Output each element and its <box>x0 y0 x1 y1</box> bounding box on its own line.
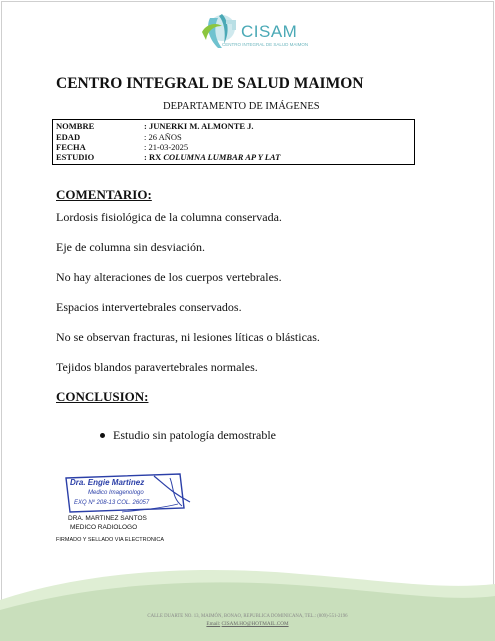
footer-wave <box>0 560 495 641</box>
comment-line: No hay alteraciones de los cuerpos vertebrales. <box>56 270 282 284</box>
name-label: NOMBRE <box>56 121 95 131</box>
logo-subtitle: CENTRO INTEGRAL DE SALUD MAIMON <box>222 42 309 47</box>
name-row <box>56 121 411 132</box>
department-title: DEPARTAMENTO DE IMÁGENES <box>163 101 320 112</box>
footer-email-label: Email: <box>206 621 221 627</box>
conclusion-item-text: Estudio sin patología demostrable <box>113 428 276 442</box>
stamp-id: EXQ Nº 208-13 COL. 26057 <box>74 500 150 506</box>
footer-email-line <box>0 621 495 627</box>
comment-line: Eje de columna sin desviación. <box>56 240 205 254</box>
patient-info-box <box>52 119 415 165</box>
comment-line: No se observan fracturas, ni lesiones líticas o blásticas. <box>56 330 320 344</box>
date-label: FECHA <box>56 142 86 152</box>
name-value: : JUNERKI M. ALMONTE J. <box>144 121 254 131</box>
page-border <box>1 1 494 640</box>
clinic-title: CENTRO INTEGRAL DE SALUD MAIMON <box>56 75 364 92</box>
comment-heading: COMENTARIO: <box>56 187 152 202</box>
doctor-title: MEDICO RADIOLOGO <box>70 524 138 531</box>
comment-line: Espacios intervertebrales conservados. <box>56 300 242 314</box>
age-label: EDAD <box>56 132 81 142</box>
doctor-name: DRA. MARTINEZ SANTOS <box>68 515 147 522</box>
study-name: COLUMNA LUMBAR AP Y LAT <box>163 152 281 162</box>
footer-address: CALLE DUARTE NO. 13, MAIMÓN, BONAO, REPUBLICA DOMINICANA, TEL.: (809)-551-2196 <box>147 614 348 619</box>
comment-line: Tejidos blandos paravertebrales normales. <box>56 360 258 374</box>
date-value: : 21-03-2025 <box>144 142 189 152</box>
study-prefix: : RX <box>144 152 164 162</box>
conclusion-heading: CONCLUSION: <box>56 389 149 404</box>
comment-line: Lordosis fisiológica de la columna conservada. <box>56 210 282 224</box>
logo-name: CISAM <box>241 22 298 41</box>
stamp-role: Medico Imagenologo <box>88 490 144 496</box>
footer-email[interactable]: CISAM.HO@HOTMAIL.COM <box>221 621 289 627</box>
bullet-icon <box>100 433 105 438</box>
study-label: ESTUDIO <box>56 152 95 162</box>
age-value: : 26 AÑOS <box>144 132 182 142</box>
signature-note: FIRMADO Y SELLADO VIA ELECTRONICA <box>56 537 164 543</box>
study-row <box>56 152 411 163</box>
stamp-name: Dra. Engie Martinez <box>70 478 145 487</box>
study-value <box>144 152 280 162</box>
